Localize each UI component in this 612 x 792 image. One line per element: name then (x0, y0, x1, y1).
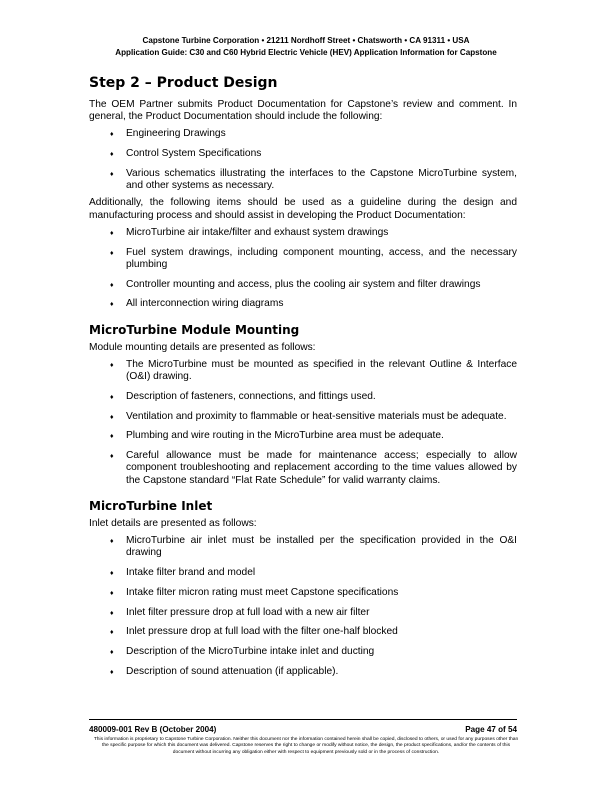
list-item-text: Various schematics illustrating the interfaces to the Capstone MicroTurbine system, and other systems as necessary. (126, 168, 517, 192)
list-item-text: All interconnection wiring diagrams (126, 298, 284, 310)
list-item (110, 298, 517, 310)
diamond-bullet-icon: ♦ (110, 249, 114, 257)
list-item-text: Inlet pressure drop at full load with the filter one-half blocked (126, 626, 398, 638)
diamond-bullet-icon: ♦ (110, 433, 114, 441)
list-item (110, 226, 517, 239)
diamond-bullet-icon: ♦ (110, 589, 114, 597)
footer-page-number: Page 47 of 54 (465, 725, 517, 734)
list-item (110, 626, 517, 638)
diamond-bullet-icon: ♦ (110, 171, 114, 178)
diamond-bullet-icon: ♦ (110, 453, 114, 461)
list-item-text: Description of sound attenuation (if applicable). (126, 666, 339, 677)
list-item-text: The MicroTurbine must be mounted as specified in the relevant Outline & Interface (O&I) drawing. (126, 358, 517, 383)
footer-doc-id: 480009-001 Rev B (October 2004) (89, 725, 217, 734)
diamond-bullet-icon: ♦ (110, 669, 114, 676)
diamond-bullet-icon: ♦ (110, 281, 114, 289)
inlet-heading: MicroTurbine Inlet (89, 498, 213, 513)
footer-divider (89, 719, 517, 720)
page-header (60, 35, 552, 59)
list-item (110, 390, 517, 403)
diamond-bullet-icon: ♦ (110, 361, 114, 369)
diamond-bullet-icon: ♦ (110, 649, 114, 657)
list-item-text: MicroTurbine air inlet must be installed per the specification provided in the O&I drawing (126, 535, 517, 559)
document-body (89, 74, 517, 683)
list-item (110, 606, 517, 619)
guideline-list (89, 227, 517, 311)
list-item-text: Plumbing and wire routing in the MicroTurbine area must be adequate. (126, 430, 444, 442)
list-item-text: Fuel system drawings, including component mounting, access, and the necessary plumbing (126, 246, 517, 270)
list-item (110, 535, 517, 559)
list-item-text: Inlet filter pressure drop at full load with a new air filter (126, 606, 370, 618)
list-item (110, 278, 517, 291)
list-item (110, 430, 517, 442)
list-item (110, 128, 517, 140)
mounting-intro: Module mounting details are presented as follows: (89, 341, 316, 353)
list-item-text: Ventilation and proximity to flammable or heat-sensitive materials must be adequate. (126, 410, 507, 422)
diamond-bullet-icon: ♦ (110, 413, 114, 421)
header-address: Capstone Turbine Corporation • 21211 Nordhoff Street • Chatsworth • CA 91311 • USA (142, 36, 470, 45)
diamond-bullet-icon: ♦ (110, 229, 114, 237)
inlet-list (89, 535, 517, 678)
step2-additional: Additionally, the following items should be used as a guideline during the design and manufacturing process and should assist in developing the Product Documentation: (89, 197, 517, 221)
list-item (110, 586, 517, 599)
list-item-text: MicroTurbine air intake/filter and exhaust system drawings (126, 226, 389, 238)
list-item-text: Description of the MicroTurbine intake inlet and ducting (126, 646, 375, 658)
diamond-bullet-icon: ♦ (110, 151, 114, 159)
product-documentation-list (89, 128, 517, 192)
header-guide-title: Application Guide: C30 and C60 Hybrid Electric Vehicle (HEV) Application Information for Capstone (115, 48, 497, 57)
mounting-list (89, 359, 517, 487)
diamond-bullet-icon: ♦ (110, 131, 114, 139)
footer-legal-notice: This information is proprietary to Capstone Turbine Corporation. Neither this document nor the information contained herein shall be copied, disclosed to others, or used for any purposes other than the specific purpose for which this document was delivered. Capstone reserves the right to change or modify without notice, the design, the product specifications, and/or the contents of this document without incurring any obligation either with respect to equipment previously sold or in the process of construction. (93, 737, 519, 755)
list-item-text: Description of fasteners, connections, and fittings used. (126, 390, 376, 402)
list-item (110, 567, 517, 579)
list-item-text: Engineering Drawings (126, 128, 226, 140)
step2-heading: Step 2 – Product Design (89, 75, 278, 91)
list-item-text: Careful allowance must be made for maintenance access; especially to allow component troubleshooting and replacement according to the time values allowed by the Capstone standard “Flat Rate Schedule” for valid warranty claims. (126, 450, 517, 486)
list-item (110, 246, 517, 271)
list-item (110, 358, 517, 383)
list-item-text: Intake filter micron rating must meet Capstone specifications (126, 586, 399, 598)
diamond-bullet-icon: ♦ (110, 393, 114, 401)
step2-intro: The OEM Partner submits Product Documentation for Capstone’s review and comment. In general, the Product Documentation should include the following: (89, 99, 517, 123)
list-item (110, 666, 517, 678)
mounting-heading: MicroTurbine Module Mounting (89, 322, 300, 337)
list-item (110, 168, 517, 192)
list-item (110, 450, 517, 487)
list-item-text: Controller mounting and access, plus the cooling air system and filter drawings (126, 278, 481, 290)
diamond-bullet-icon: ♦ (110, 609, 114, 617)
list-item (110, 646, 517, 658)
diamond-bullet-icon: ♦ (110, 301, 114, 309)
list-item (110, 148, 517, 160)
list-item-text: Intake filter brand and model (126, 567, 256, 579)
inlet-intro: Inlet details are presented as follows: (89, 517, 257, 529)
diamond-bullet-icon: ♦ (110, 629, 114, 637)
diamond-bullet-icon: ♦ (110, 538, 114, 546)
diamond-bullet-icon: ♦ (110, 570, 114, 578)
list-item-text: Control System Specifications (126, 148, 262, 160)
list-item (110, 410, 517, 423)
